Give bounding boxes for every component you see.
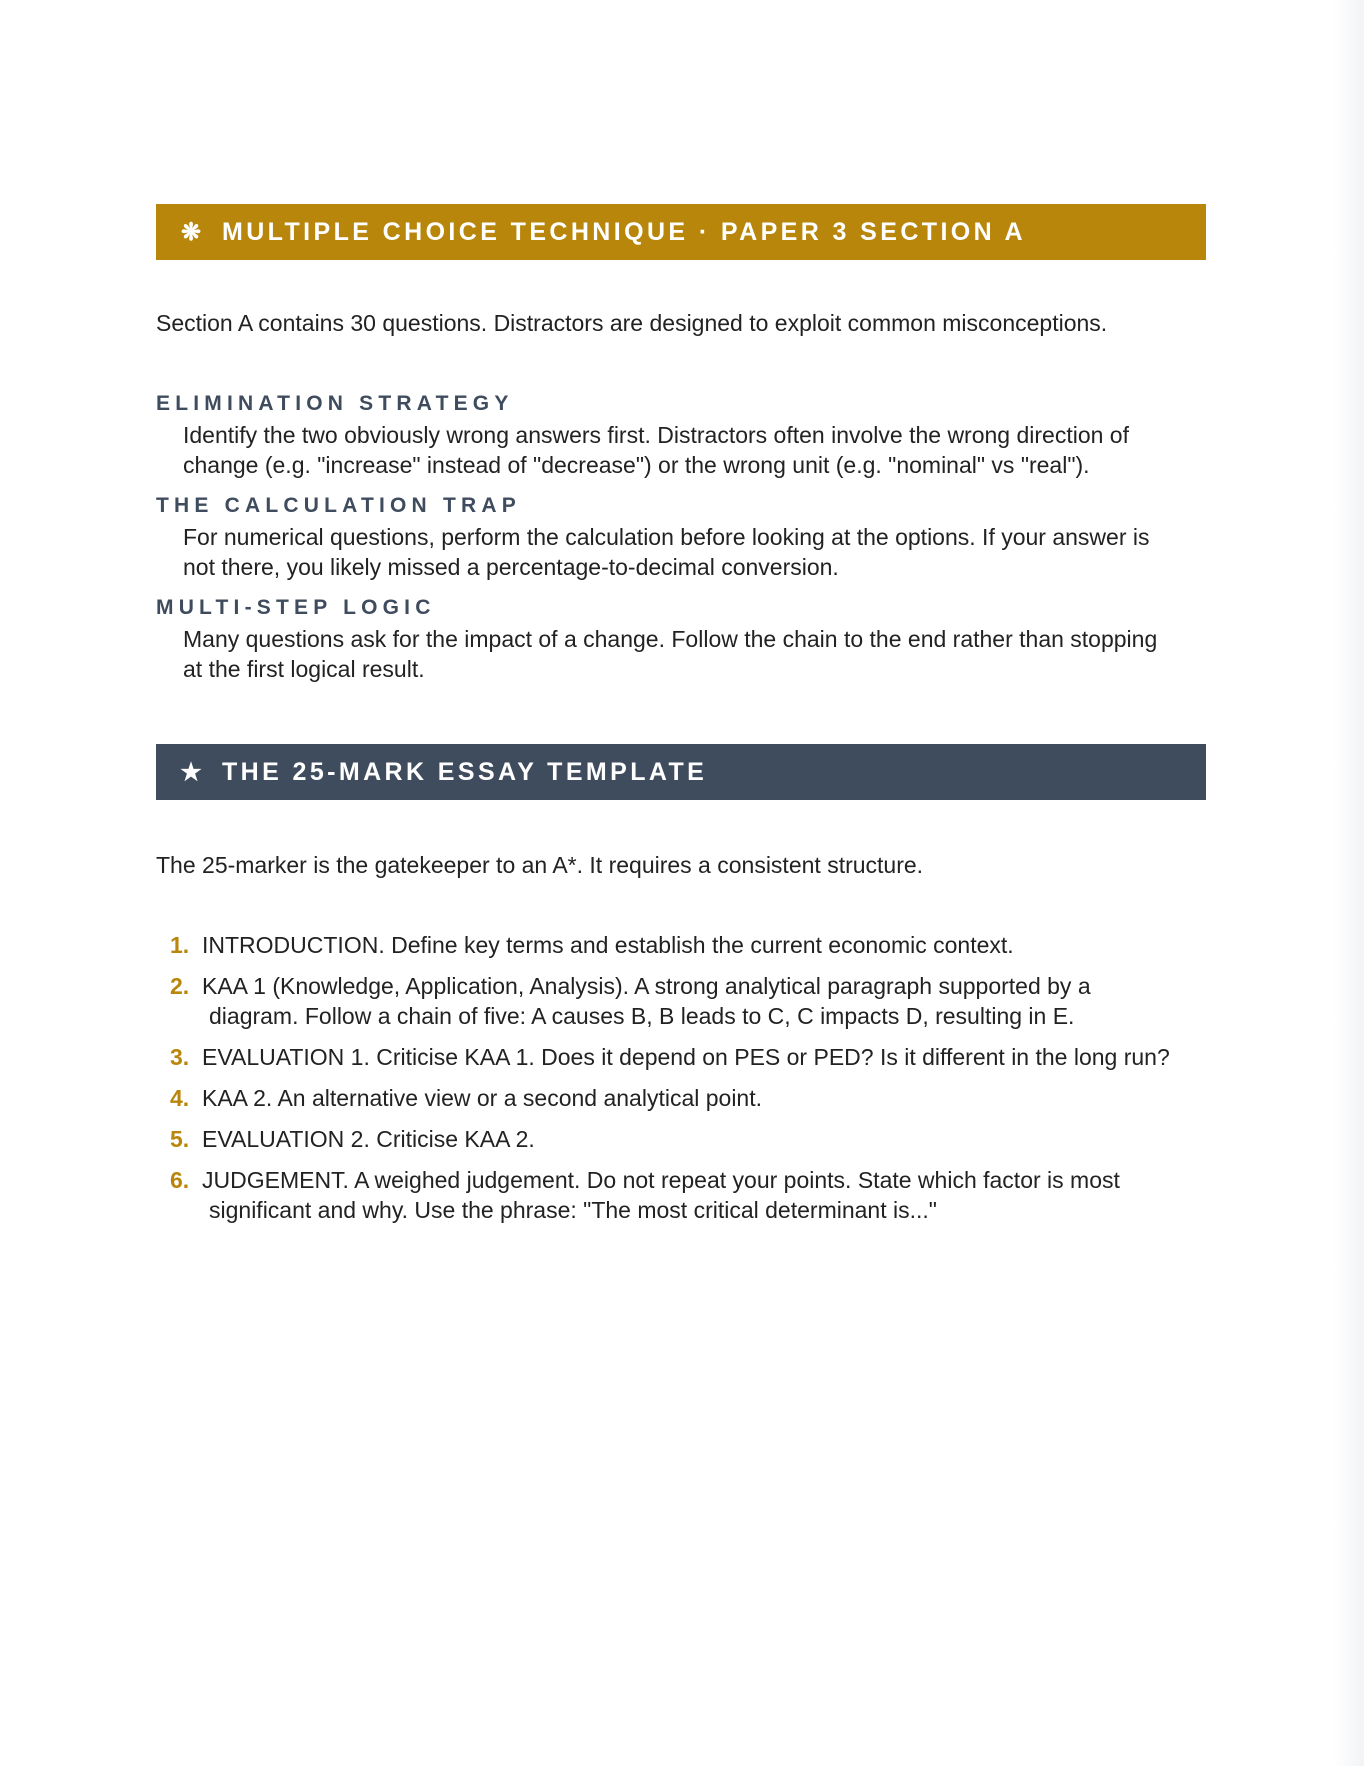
strategy-title: THE CALCULATION TRAP (156, 494, 521, 517)
step-number: 2. (170, 973, 190, 999)
step-text (202, 1165, 1206, 1225)
page-edge-shadow (1334, 0, 1364, 1766)
essay-banner (156, 744, 1206, 800)
strategy-title: MULTI-STEP LOGIC (156, 596, 436, 619)
step-text (202, 1042, 1206, 1072)
step-text (202, 1083, 1206, 1113)
strategy-list (156, 390, 1206, 684)
strategy-line: not there, you likely missed a percentage-to-decimal conversion. (183, 554, 839, 580)
step-line: KAA 1 (Knowledge, Application, Analysis). A strong analytical paragraph supported by a (202, 973, 1091, 999)
strategy-body (156, 420, 1206, 480)
page-content (156, 204, 1206, 1236)
step-line: significant and why. Use the phrase: "The most critical determinant is..." (209, 1197, 937, 1223)
list-item (170, 1083, 1206, 1113)
step-text (202, 1124, 1206, 1154)
strategy-title: ELIMINATION STRATEGY (156, 392, 514, 415)
list-item (170, 930, 1206, 960)
essay-steps (156, 930, 1206, 1225)
step-line: INTRODUCTION. Define key terms and establish the current economic context. (202, 932, 1014, 958)
step-text (202, 971, 1206, 1031)
strategy-body (156, 624, 1206, 684)
strategy-line: at the first logical result. (183, 656, 425, 682)
list-item (170, 971, 1206, 1031)
step-line: EVALUATION 2. Criticise KAA 2. (202, 1126, 535, 1152)
essay-section (156, 744, 1206, 800)
step-line: EVALUATION 1. Criticise KAA 1. Does it depend on PES or PED? Is it different in the long run? (202, 1044, 1170, 1070)
strategy-line: Identify the two obviously wrong answers first. Distractors often involve the wrong direction of (183, 422, 1129, 448)
list-item (170, 1165, 1206, 1225)
step-line: KAA 2. An alternative view or a second analytical point. (202, 1085, 762, 1111)
asterisk-icon: ❋ (180, 218, 202, 246)
step-line: diagram. Follow a chain of five: A causes B, B leads to C, C impacts D, resulting in E. (209, 1003, 1075, 1029)
strategy-item (156, 594, 1206, 684)
step-number: 3. (170, 1044, 190, 1070)
step-number: 5. (170, 1126, 190, 1152)
strategy-line: change (e.g. "increase" instead of "decrease") or the wrong unit (e.g. "nominal" vs "real"). (183, 452, 1090, 478)
star-icon: ★ (180, 758, 202, 786)
essay-title: THE 25-MARK ESSAY TEMPLATE (222, 757, 708, 786)
strategy-body (156, 522, 1206, 582)
section-a-title: MULTIPLE CHOICE TECHNIQUE · PAPER 3 SECTION A (222, 217, 1026, 246)
list-item (170, 1042, 1206, 1072)
strategy-item (156, 390, 1206, 480)
step-text (202, 930, 1206, 960)
strategy-line: For numerical questions, perform the calculation before looking at the options. If your answer is (183, 524, 1150, 550)
essay-intro: The 25-marker is the gatekeeper to an A*. It requires a consistent structure. (156, 852, 924, 878)
step-line: JUDGEMENT. A weighed judgement. Do not repeat your points. State which factor is most (202, 1167, 1120, 1193)
section-a-banner (156, 204, 1206, 260)
step-number: 4. (170, 1085, 190, 1111)
list-item (170, 1124, 1206, 1154)
step-number: 6. (170, 1167, 190, 1193)
step-number: 1. (170, 932, 190, 958)
strategy-line: Many questions ask for the impact of a change. Follow the chain to the end rather than stopping (183, 626, 1158, 652)
section-a-intro: Section A contains 30 questions. Distractors are designed to exploit common misconceptions. (156, 310, 1108, 336)
strategy-item (156, 492, 1206, 582)
